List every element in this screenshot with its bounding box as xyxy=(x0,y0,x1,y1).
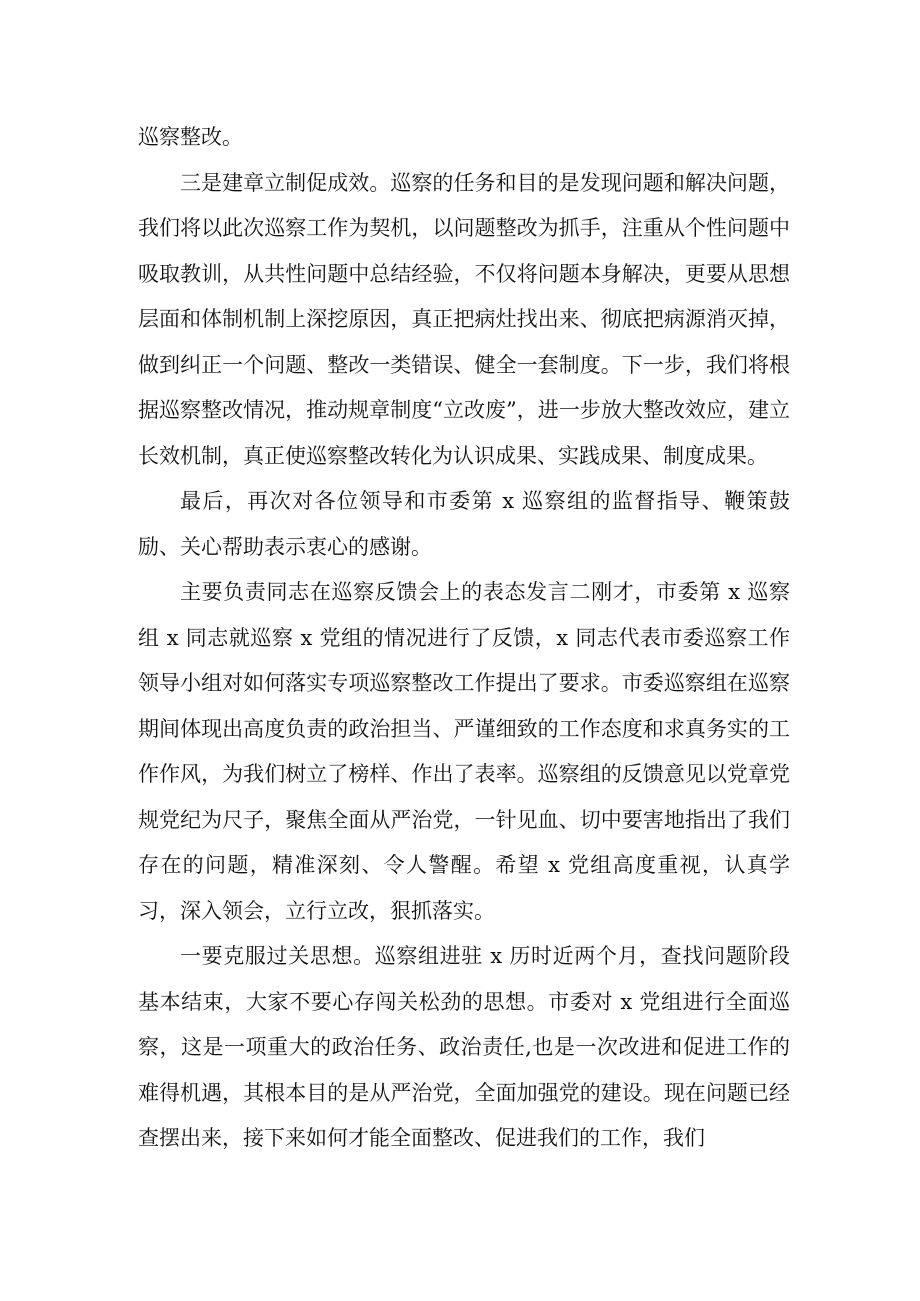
paragraph-leader-statement: 主要负责同志在巡察反馈会上的表态发言二刚才，市委第 x 巡察组 x 同志就巡察 x 党组的情况进行了反馈，x 同志代表市委巡察工作领导小组对如何落实专项巡察整改工作提出了要求。市委巡察组在巡察期间体现出高度负责的政治担当、严谨细致的工作态度和求真务实的工作作风，为我们树立了榜样、作出了表率。巡察组的反馈意见以党章党规党纪为尺子，聚焦全面从严治党，一针见血、切中要害地指出了我们存在的问题，精准深刻、令人警醒。希望 x 党组高度重视，认真学习，深入领会，立行立改，狠抓落实。 xyxy=(138,580,790,923)
paragraph-point-three: 三是建章立制促成效。巡察的任务和目的是发现问题和解决问题，我们将以此次巡察工作为契机，以问题整改为抓手，注重从个性问题中吸取教训，从共性问题中总结经验，不仅将问题本身解决，更要从思想层面和体制机制上深挖原因，真正把病灶找出来、彻底把病源消灭掉，做到纠正一个问题、整改一类错误、健全一套制度。下一步，我们将根据巡察整改情况，推动规章制度“立改废”，进一步放大整改效应，建立长效机制，真正使巡察整改转化为认识成果、实践成果、制度成果。 xyxy=(138,170,790,468)
paragraph-closing-thanks: 最后，再次对各位领导和市委第 x 巡察组的监督指导、鞭策鼓励、关心帮助表示衷心的感谢。 xyxy=(138,489,790,559)
paragraph-point-one: 一要克服过关思想。巡察组进驻 x 历时近两个月，查找问题阶段基本结束，大家不要心存闯关松劲的思想。市委对 x 党组进行全面巡察，这是一项重大的政治任务、政治责任,也是一次改进和促进工作的难得机遇，其根本目的是从严治党，全面加强党的建设。现在问题已经查摆出来，接下来如何才能全面整改、促进我们的工作，我们 xyxy=(138,944,790,1150)
document-body xyxy=(138,115,790,1162)
paragraph-continuation: 巡察整改。 xyxy=(138,125,243,149)
